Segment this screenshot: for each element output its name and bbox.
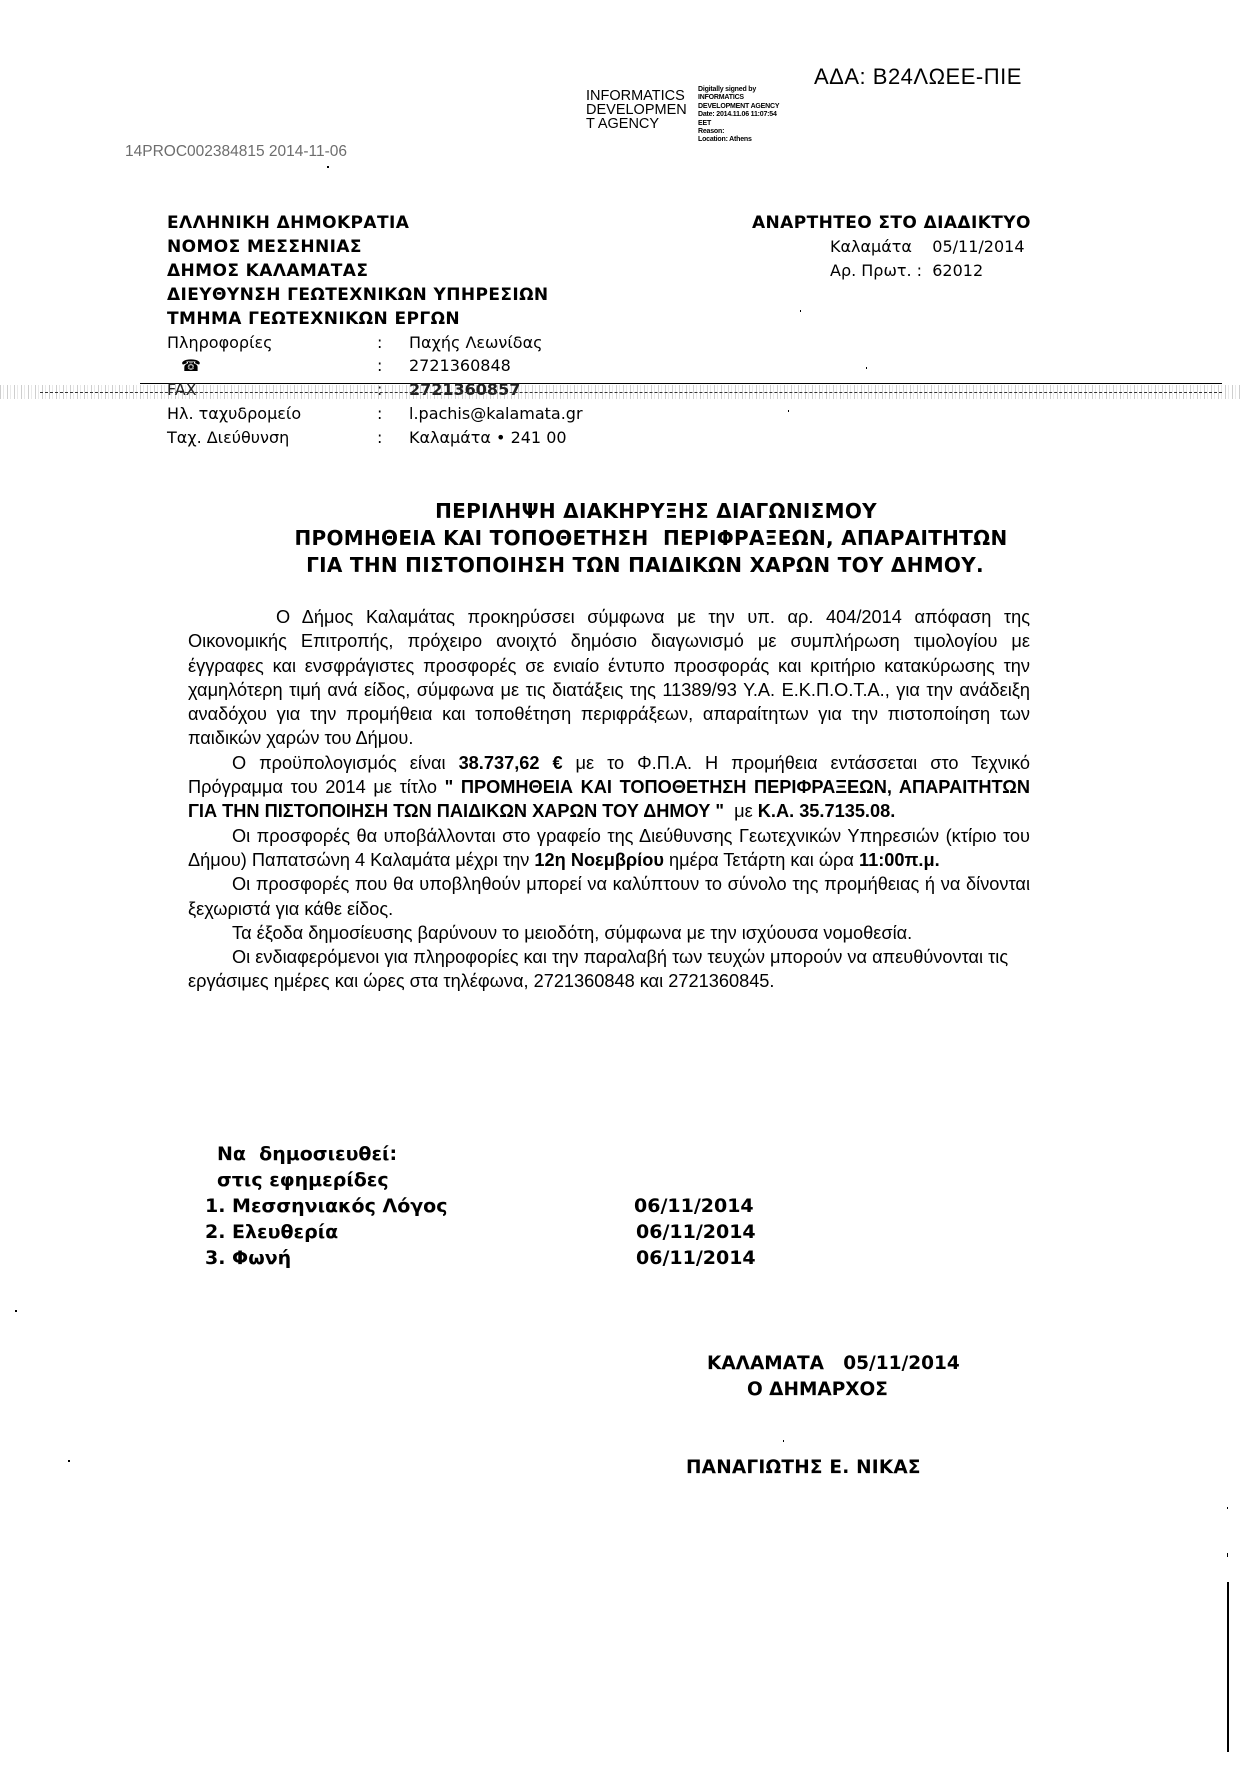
signatory-name: ΠΑΝΑΓΙΩΤΗΣ Ε. ΝΙΚΑΣ	[686, 1457, 921, 1478]
newspaper-item	[205, 1193, 825, 1219]
separator: :	[377, 404, 383, 423]
scan-speck	[788, 410, 789, 412]
signature-detail-line: INFORMATICS	[698, 94, 744, 102]
text: με το Φ.Π.Α. Η προμήθεια εντάσσεται στο Τεχνικό Πρόγραμμα του 2014 με τίτλο	[188, 752, 1030, 798]
newspaper-name: 2. Ελευθερία	[205, 1221, 339, 1243]
paragraph: Ο Δήμος Καλαμάτας προκηρύσσει σύμφωνα με την υπ. αρ. 404/2014 απόφαση της Οικονομικής Επιτροπής, πρόχειρο ανοιχτό δημόσιο διαγωνισμό με συμπλήρωση τιμολογίου με έγγραφες και ενσφράγιστες προσφορές σε ενιαίο έντυπο προσφοράς και κριτήριο κατακύρωσης την χαμηλότερη τιμή ανά είδος, σύμφωνα με τις διατάξεις της 11389/93 Υ.Α. Ε.Κ.Π.Ο.Τ.Α., για την ανάδειξη αναδόχου για την προμήθεια και τοποθέτηση περιφράξεων, απαραίτητων για την πιστοποίηση των παιδικών χαρών του Δήμου.	[188, 607, 1030, 749]
address-label: Ταχ. Διεύθυνση	[167, 428, 290, 447]
scan-speck	[68, 1460, 70, 1462]
title-line: ΠΕΡΙΛΗΨΗ ΔΙΑΚΗΡΥΞΗΣ ΔΙΑΓΩΝΙΣΜΟΥ	[435, 499, 877, 523]
scan-strike-line	[40, 392, 1222, 393]
separator: :	[377, 356, 383, 375]
authority-line: ΔΗΜΟΣ ΚΑΛΑΜΑΤΑΣ	[167, 261, 369, 281]
signer-org-line: DEVELOPMEN	[586, 102, 687, 118]
authority-line: ΔΙΕΥΘΥΝΣΗ ΓΕΩΤΕΧΝΙΚΩΝ ΥΠΗΡΕΣΙΩΝ	[167, 285, 549, 305]
budget-code: Κ.Α. 35.7135.08.	[757, 801, 896, 822]
signatory-role: Ο ΔΗΜΑΡΧΟΣ	[747, 1379, 888, 1400]
authority-line: ΕΛΛΗΝΙΚΗ ΔΗΜΟΚΡΑΤΙΑ	[167, 213, 410, 233]
paragraph-submission	[188, 824, 1030, 873]
email-value: l.pachis@kalamata.gr	[409, 404, 583, 423]
scan-speck	[866, 367, 867, 369]
scan-rule	[140, 383, 1222, 384]
fax-label: FAX	[167, 380, 197, 399]
separator: :	[377, 380, 383, 399]
scan-speck	[1227, 1507, 1228, 1509]
text: με	[724, 801, 758, 822]
signature-detail-line: Location: Athens	[698, 136, 752, 144]
signature-place-date: ΚΑΛΑΜΑΤΑ 05/11/2014	[707, 1353, 960, 1374]
paragraph: Οι προσφορές που θα υποβληθούν μπορεί να καλύπτουν το σύνολο της προμήθειας ή να δίνονται ξεχωριστά για κάθε είδος.	[188, 874, 1030, 919]
signature-detail-line: Reason:	[698, 128, 725, 136]
signature-block	[707, 1351, 960, 1403]
paragraph-budget	[188, 751, 1030, 824]
ada-code: ΑΔΑ: Β24ΛΩΕΕ-ΠΙΕ	[814, 64, 1022, 89]
address-value: Καλαμάτα • 241 00	[409, 428, 567, 447]
document-title	[0, 498, 1242, 579]
text: ημέρα Τετάρτη και ώρα	[663, 849, 859, 870]
separator: :	[377, 333, 383, 352]
text: Ο προϋπολογισμός είναι	[232, 752, 459, 773]
digital-signature-details	[698, 86, 779, 145]
publish-date: 06/11/2014	[634, 1195, 754, 1217]
deadline-date: 12η Νοεμβρίου	[534, 849, 664, 870]
newspaper-name: 1. Μεσσηνιακός Λόγος	[205, 1195, 448, 1217]
deadline-time: 11:00π.μ.	[858, 849, 940, 870]
phone-value: 2721360848	[409, 356, 511, 375]
text: Οι προσφορές θα υποβάλλονται στο γραφείο της Διεύθυνσης Γεωτεχνικών Υπηρεσιών (κτίριο του Δήμου) Παπατσώνη 4 Καλαμάτα μέχρι την	[188, 825, 1030, 870]
posting-block	[752, 211, 1031, 283]
procurement-id: 14PROC002384815 2014-11-06	[125, 143, 348, 160]
publish-date: 06/11/2014	[636, 1221, 756, 1243]
authority-line: ΤΜΗΜΑ ΓΕΩΤΕΧΝΙΚΩΝ ΕΡΓΩΝ	[167, 309, 461, 329]
issuing-authority	[167, 211, 549, 331]
paragraph: Οι ενδιαφερόμενοι για πληροφορίες και την παραλαβή των τευχών μπορούν να απευθύνονται τις εργάσιμες ημέρες και ώρες στα τηλέφωνα, 2721360848 και 2721360845.	[188, 947, 1009, 992]
signature-detail-line: Date: 2014.11.06 11:07:54	[698, 111, 777, 119]
signature-detail-line: EET	[698, 119, 712, 127]
paragraph: Τα έξοδα δημοσίευσης βαρύνουν το μειοδότη, σύμφωνα με την ισχύουσα νομοθεσία.	[232, 922, 913, 943]
fax-value: 2721360857	[409, 380, 521, 399]
signature-detail-line: Digitally signed by	[698, 86, 757, 93]
info-value: Παχής Λεωνίδας	[409, 333, 543, 352]
posting-place-date: Καλαμάτα 05/11/2014	[830, 237, 1025, 256]
document-body	[188, 605, 1030, 994]
scan-speck	[1227, 1553, 1228, 1557]
protocol-number: Αρ. Πρωτ. : 62012	[830, 261, 984, 280]
scan-speck	[15, 1310, 17, 1312]
scan-speck	[327, 166, 329, 168]
program-title: " ΠΡΟΜΗΘΕΙΑ ΚΑΙ ΤΟΠΟΘΕΤΗΣΗ ΠΕΡΙΦΡΑΞΕΩΝ, ΑΠΑΡΑΙΤΗΤΩΝ ΓΙΑ ΤΗΝ ΠΙΣΤΟΠΟΙΗΣΗ ΤΩΝ ΠΑΙΔΙΚΩΝ ΧΑΡΩΝ ΤΟΥ ΔΗΜΟΥ "	[188, 777, 1030, 822]
separator: :	[377, 428, 383, 447]
email-label: Ηλ. ταχυδρομείο	[167, 404, 302, 423]
posting-label: ΑΝΑΡΤΗΤΕΟ ΣΤΟ ΔΙΑΔΙΚΤΥΟ	[752, 213, 1031, 233]
signer-org-line: INFORMATICS	[586, 88, 685, 104]
scan-speck	[783, 1440, 784, 1442]
scan-speck	[800, 310, 801, 312]
scan-edge-line	[1227, 1582, 1229, 1752]
newspaper-name: 3. Φωνή	[205, 1247, 292, 1269]
title-line: ΓΙΑ ΤΗΝ ΠΙΣΤΟΠΟΙΗΣΗ ΤΩΝ ΠΑΙΔΙΚΩΝ ΧΑΡΩΝ ΤΟΥ ΔΗΜΟΥ.	[306, 553, 984, 577]
digital-signature-organization	[586, 89, 687, 131]
newspaper-item	[205, 1245, 825, 1271]
info-label: Πληροφορίες	[167, 333, 273, 352]
authority-line: ΝΟΜΟΣ ΜΕΣΣΗΝΙΑΣ	[167, 237, 362, 257]
newspaper-item	[205, 1219, 825, 1245]
signer-org-line: T AGENCY	[586, 116, 660, 132]
publish-heading: Να δημοσιευθεί:	[217, 1143, 398, 1165]
telephone-icon: ☎	[181, 356, 201, 375]
budget-amount: 38.737,62 €	[458, 752, 563, 773]
publish-date: 06/11/2014	[636, 1247, 756, 1269]
title-line: ΠΡΟΜΗΘΕΙΑ ΚΑΙ ΤΟΠΟΘΕΤΗΣΗ ΠΕΡΙΦΡΑΞΕΩΝ, ΑΠΑΡΑΙΤΗΤΩΝ	[294, 526, 1008, 550]
signature-detail-line: DEVELOPMENT AGENCY	[698, 102, 780, 110]
publish-subheading: στις εφημερίδες	[217, 1169, 389, 1191]
publication-list	[205, 1141, 825, 1271]
